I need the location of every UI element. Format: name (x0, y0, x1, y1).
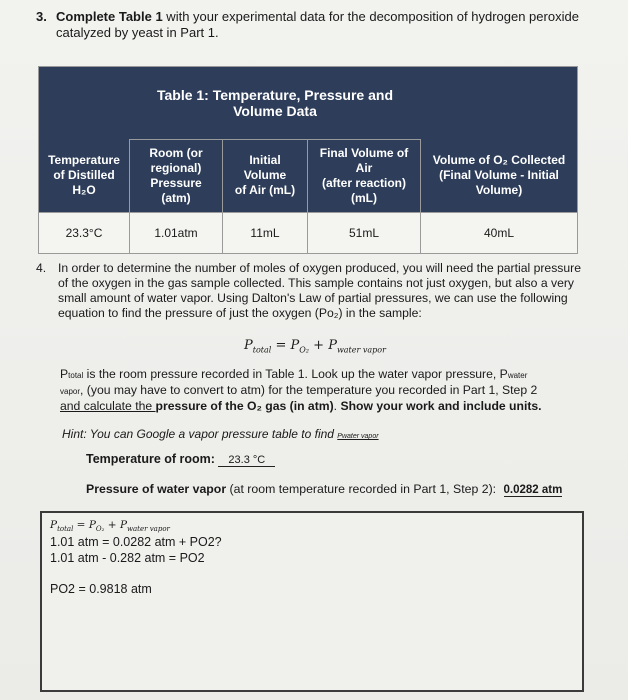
header-room-pressure: Room (or regional) Pressure (atm) (130, 139, 223, 212)
cell-room-pressure: 1.01atm (130, 212, 223, 253)
question-3-lead: Complete Table 1 (56, 9, 163, 24)
water-vapor-pressure-answer[interactable]: 0.0282 atm (503, 484, 563, 496)
room-temperature-label: Temperature of room: (86, 452, 219, 466)
instructions-paragraph: Ptotal is the room pressure recorded in Table 1. Look up the water vapor pressure, Pwater vapor, (you may have to convert to atm) for the temperature you recorded in Part 1, Step 2 and calculate the pressure of the O₂ gas (in atm). Show your work and include units. (60, 367, 542, 413)
daltons-law-equation: $P_{total} = P_{O_2} + P_{water vapor}$ (244, 338, 386, 355)
header-o2-collected: Volume of O₂ Collected (Final Volume - Initial Volume) (421, 139, 578, 212)
cell-o2-collected: 40mL (421, 212, 578, 253)
work-line-1: 1.01 atm = 0.0282 atm + PO2? (50, 535, 222, 549)
hint-text: Hint: You can Google a vapor pressure table to find Pwater vapor (62, 427, 379, 441)
header-temperature: Temperature of Distilled H₂O (39, 139, 130, 212)
water-vapor-pressure-label: Pressure of water vapor (86, 482, 227, 496)
question-3-text (56, 9, 606, 41)
table-row (39, 212, 578, 253)
question-4-number: 4. (36, 261, 47, 275)
question-3-number: 3. (36, 9, 47, 24)
room-temperature-answer[interactable]: 23.3 °C (218, 454, 275, 467)
question-3-body: with your experimental data for the decomposition of hydrogen peroxide catalyzed by yeast in Part 1. (56, 9, 579, 40)
question-4-text: In order to determine the number of moles of oxygen produced, you will need the partial pressure of the oxygen in the gas sample collected. This sample contains not just oxygen, but also a very small amount of water vapor. Using Dalton's Law of partial pressures, we can use the following equation to find the pressure of just the oxygen (Po₂) in the sample: (58, 261, 582, 320)
water-vapor-pressure-line: Pressure of water vapor (at room temperature recorded in Part 1, Step 2): 0.0282 atm (86, 482, 563, 496)
table-1 (38, 66, 578, 254)
work-line-2: 1.01 atm - 0.282 atm = PO2 (50, 551, 205, 565)
cell-initial-volume: 11mL (223, 212, 308, 253)
work-equation: $P_{total} = P_{O_2} + P_{water vapor}$ (50, 519, 170, 534)
cell-final-volume: 51mL (308, 212, 421, 253)
cell-temperature: 23.3°C (39, 212, 130, 253)
header-initial-volume: Initial Volume of Air (mL) (223, 139, 308, 212)
work-answer-box[interactable] (40, 511, 584, 692)
room-temperature-line (86, 452, 275, 467)
work-line-3: PO2 = 0.9818 atm (50, 582, 152, 596)
table-1-caption: Table 1: Temperature, Pressure and Volume Data (130, 67, 421, 140)
header-final-volume: Final Volume of Air (after reaction) (mL) (308, 139, 421, 212)
